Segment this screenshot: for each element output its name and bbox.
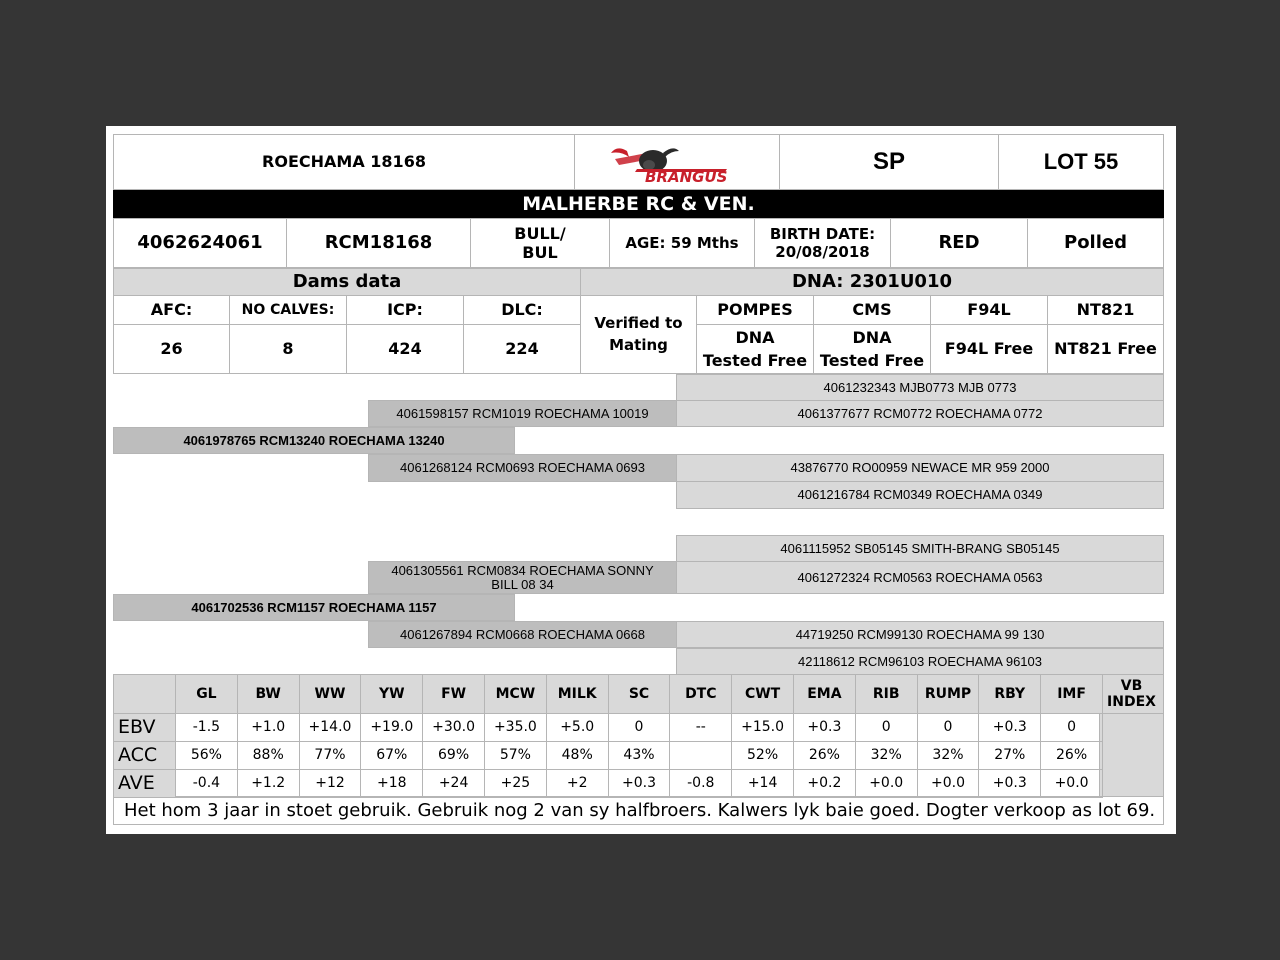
ebv-header-ema: EMA — [793, 674, 856, 714]
ebv-cell-ave-imf: +0.0 — [1040, 769, 1103, 798]
pedigree-dam-sire: 4061305561 RCM0834 ROECHAMA SONNY BILL 08 34 — [368, 561, 677, 594]
f94l-value: F94L Free — [930, 324, 1048, 374]
pedigree-sd-sire: 43876770 RO00959 NEWACE MR 959 2000 — [676, 454, 1164, 482]
ebv-cell-acc-rib: 32% — [855, 741, 918, 770]
ebv-cell-acc-sc: 43% — [608, 741, 671, 770]
f94l-header: F94L — [930, 295, 1048, 325]
ebv-cell-ave-bw: +1.2 — [237, 769, 300, 798]
ebv-cell-acc-ww: 77% — [299, 741, 362, 770]
ebv-cell-ebv-rby: +0.3 — [978, 713, 1041, 742]
pompes-value: DNA Tested Free — [696, 324, 814, 374]
ebv-cell-ebv-mcw: +35.0 — [484, 713, 547, 742]
ebv-cell-ave-rby: +0.3 — [978, 769, 1041, 798]
sex: BULL/ BUL — [470, 218, 610, 268]
pedigree-dam-dam: 4061267894 RCM0668 ROECHAMA 0668 — [368, 621, 677, 648]
ebv-cell-ave-ww: +12 — [299, 769, 362, 798]
ebv-header-milk: MILK — [546, 674, 609, 714]
ebv-header-dtc: DTC — [669, 674, 732, 714]
pompes-header: POMPES — [696, 295, 814, 325]
ebv-header-mcw: MCW — [484, 674, 547, 714]
horn-status: Polled — [1027, 218, 1164, 268]
ebv-header-rump: RUMP — [917, 674, 980, 714]
nt821-value: NT821 Free — [1047, 324, 1164, 374]
logo-text: BRANGUS — [645, 168, 728, 185]
pedigree-dam: 4061702536 RCM1157 ROECHAMA 1157 — [113, 594, 515, 621]
ebv-header-ww: WW — [299, 674, 362, 714]
pedigree-sire-dam: 4061268124 RCM0693 ROECHAMA 0693 — [368, 454, 677, 482]
dams-data-title: Dams data — [113, 268, 581, 296]
pedigree-dd-dam: 42118612 RCM96103 ROECHAMA 96103 — [676, 648, 1164, 675]
ebv-cell-ave-ema: +0.2 — [793, 769, 856, 798]
ebv-cell-ebv-milk: +5.0 — [546, 713, 609, 742]
verified-to-mating: Verified to Mating — [580, 295, 697, 374]
pedigree-ds-dam: 4061272324 RCM0563 ROECHAMA 0563 — [676, 561, 1164, 594]
registration-number: 4062624061 — [113, 218, 287, 268]
ebv-cell-acc-fw: 69% — [422, 741, 485, 770]
ebv-cell-ebv-ww: +14.0 — [299, 713, 362, 742]
ebv-cell-ave-fw: +24 — [422, 769, 485, 798]
cms-header: CMS — [813, 295, 931, 325]
ebv-cell-acc-mcw: 57% — [484, 741, 547, 770]
ebv-cell-ave-dtc: -0.8 — [669, 769, 732, 798]
ebv-row-label-ebv: EBV — [113, 713, 176, 742]
color: RED — [890, 218, 1028, 268]
comment: Het hom 3 jaar in stoet gebruik. Gebruik nog 2 van sy halfbroers. Kalwers lyk baie goed. Dogter verkoop as lot 69. — [113, 796, 1164, 825]
lot-number: LOT 55 — [998, 134, 1164, 190]
ebv-cell-ave-gl: -0.4 — [175, 769, 238, 798]
breeder-banner: MALHERBE RC & VEN. — [113, 190, 1164, 218]
brangus-logo — [574, 134, 780, 190]
animal-id: RCM18168 — [286, 218, 471, 268]
pedigree-ss-dam: 4061377677 RCM0772 ROECHAMA 0772 — [676, 400, 1164, 427]
ebv-header-rby: RBY — [978, 674, 1041, 714]
ebv-header-bw: BW — [237, 674, 300, 714]
ebv-cell-acc-rump: 32% — [917, 741, 980, 770]
ebv-cell-acc-imf: 26% — [1040, 741, 1103, 770]
ebv-cell-ebv-ema: +0.3 — [793, 713, 856, 742]
ebv-cell-ave-cwt: +14 — [731, 769, 794, 798]
ebv-cell-ebv-imf: 0 — [1040, 713, 1103, 742]
ebv-header-gl: GL — [175, 674, 238, 714]
birth-date: BIRTH DATE: 20/08/2018 — [754, 218, 891, 268]
vb-index-header: VB INDEX — [1099, 674, 1164, 714]
ebv-cell-ebv-bw: +1.0 — [237, 713, 300, 742]
ebv-cell-acc-dtc — [669, 741, 732, 770]
ebv-cell-ebv-rib: 0 — [855, 713, 918, 742]
pedigree-sire-sire: 4061598157 RCM1019 ROECHAMA 10019 — [368, 400, 677, 427]
ebv-cell-ebv-yw: +19.0 — [360, 713, 423, 742]
ebv-header-fw: FW — [422, 674, 485, 714]
pedigree-ds-sire: 4061115952 SB05145 SMITH-BRANG SB05145 — [676, 535, 1164, 562]
ebv-corner-cell — [113, 674, 176, 714]
ebv-cell-ave-sc: +0.3 — [608, 769, 671, 798]
afc-value: 26 — [113, 324, 230, 374]
ebv-row-label-acc: ACC — [113, 741, 176, 770]
ebv-cell-ave-milk: +2 — [546, 769, 609, 798]
ebv-cell-acc-rby: 27% — [978, 741, 1041, 770]
ebv-header-sc: SC — [608, 674, 671, 714]
ebv-cell-acc-yw: 67% — [360, 741, 423, 770]
ebv-cell-ave-rump: +0.0 — [917, 769, 980, 798]
ebv-header-imf: IMF — [1040, 674, 1103, 714]
pedigree-dd-sire: 44719250 RCM99130 ROECHAMA 99 130 — [676, 621, 1164, 648]
ebv-cell-ebv-sc: 0 — [608, 713, 671, 742]
dlc-header: DLC: — [463, 295, 581, 325]
dna-title: DNA: 2301U010 — [580, 268, 1164, 296]
ebv-cell-ave-rib: +0.0 — [855, 769, 918, 798]
ebv-cell-acc-cwt: 52% — [731, 741, 794, 770]
ebv-header-cwt: CWT — [731, 674, 794, 714]
ebv-header-yw: YW — [360, 674, 423, 714]
no-calves-value: 8 — [229, 324, 347, 374]
nt821-header: NT821 — [1047, 295, 1164, 325]
ebv-cell-acc-ema: 26% — [793, 741, 856, 770]
no-calves-header: NO CALVES: — [229, 295, 347, 325]
ebv-cell-ebv-fw: +30.0 — [422, 713, 485, 742]
ebv-cell-ebv-gl: -1.5 — [175, 713, 238, 742]
icp-value: 424 — [346, 324, 464, 374]
age: AGE: 59 Mths — [609, 218, 755, 268]
afc-header: AFC: — [113, 295, 230, 325]
ebv-cell-ebv-dtc: -- — [669, 713, 732, 742]
pedigree-ss-sire: 4061232343 MJB0773 MJB 0773 — [676, 374, 1164, 401]
ebv-cell-ebv-cwt: +15.0 — [731, 713, 794, 742]
pedigree-sd-dam: 4061216784 RCM0349 ROECHAMA 0349 — [676, 481, 1164, 509]
vb-index-value — [1099, 713, 1164, 797]
pedigree-sire: 4061978765 RCM13240 ROECHAMA 13240 — [113, 427, 515, 454]
ebv-cell-ave-yw: +18 — [360, 769, 423, 798]
ebv-cell-acc-milk: 48% — [546, 741, 609, 770]
dlc-value: 224 — [463, 324, 581, 374]
breed-code: SP — [779, 134, 999, 190]
bull-head-icon — [607, 139, 747, 185]
lot-card — [106, 126, 1176, 834]
ebv-cell-acc-gl: 56% — [175, 741, 238, 770]
ebv-cell-ebv-rump: 0 — [917, 713, 980, 742]
icp-header: ICP: — [346, 295, 464, 325]
ebv-cell-ave-mcw: +25 — [484, 769, 547, 798]
ebv-header-rib: RIB — [855, 674, 918, 714]
ebv-cell-acc-bw: 88% — [237, 741, 300, 770]
ebv-row-label-ave: AVE — [113, 769, 176, 798]
cms-value: DNA Tested Free — [813, 324, 931, 374]
animal-name: ROECHAMA 18168 — [113, 134, 575, 190]
